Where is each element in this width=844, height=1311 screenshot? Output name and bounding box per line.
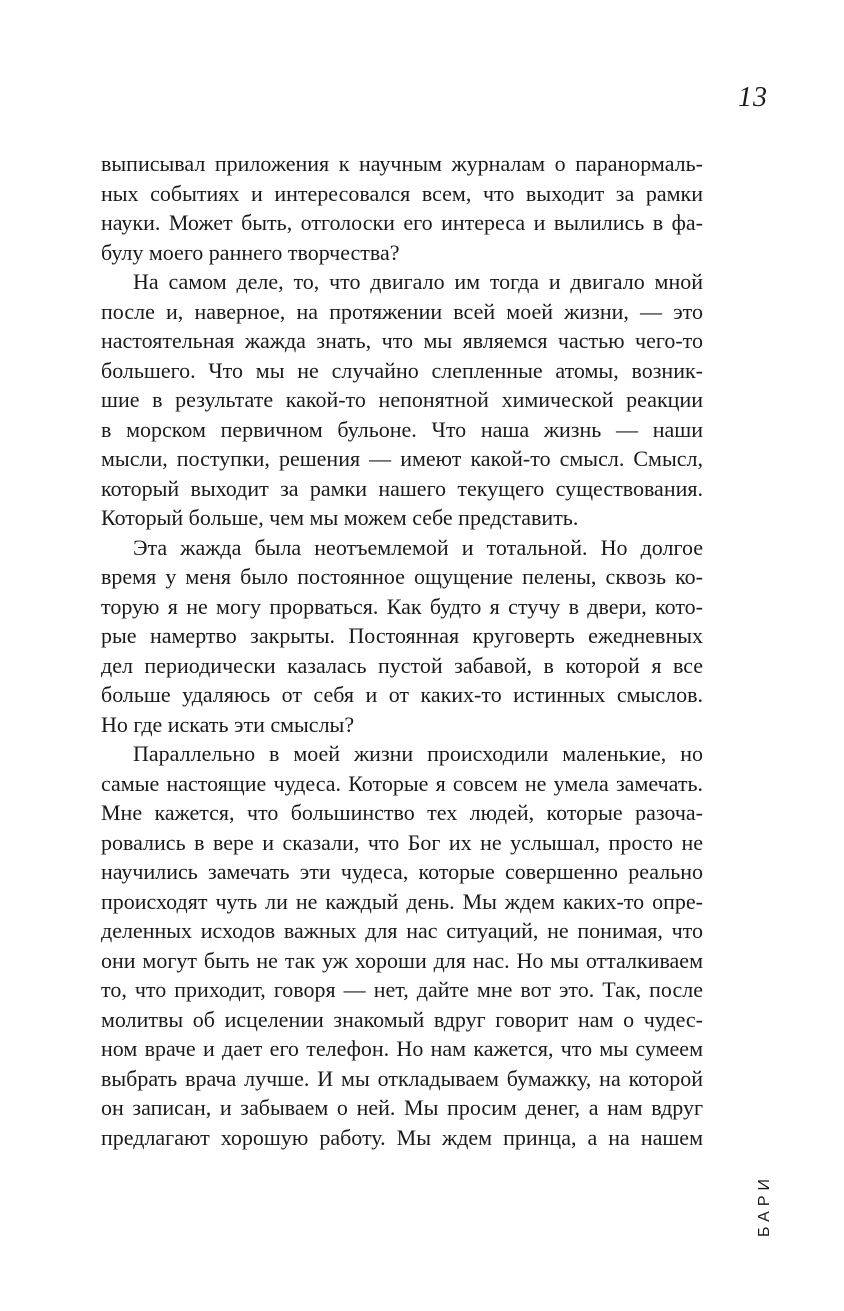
text-line: ных событиях и интересовался всем, что выходит за рамки bbox=[101, 180, 703, 206]
text-line: ном враче и дает его телефон. Но нам кажется, что мы сумеем bbox=[101, 1036, 703, 1061]
text-line: в морском первичном бульоне. Что наша жизнь — наши bbox=[101, 416, 703, 442]
text-line: Параллельно в моей жизни происходили маленькие, но bbox=[133, 741, 703, 766]
text-line: шие в результате какой-то непонятной химической реакции bbox=[101, 387, 703, 412]
text-line: который выходит за рамки нашего текущего существования. bbox=[101, 475, 703, 501]
text-line: время у меня было постоянное ощущение пелены, сквозь ко- bbox=[101, 564, 703, 589]
text-line: выбрать врача лучше. И мы откладываем бумажку, на которой bbox=[101, 1065, 703, 1091]
text-line: Но где искать эти смыслы? bbox=[101, 711, 355, 737]
text-line: предлагают хорошую работу. Мы ждем принца, а на нашем bbox=[101, 1124, 703, 1150]
text-line: рые намертво закрыты. Постоянная круговерть ежедневных bbox=[101, 623, 703, 648]
text-line: большего. Что мы не случайно слепленные атомы, возник- bbox=[101, 357, 703, 383]
text-line: происходят чуть ли не каждый день. Мы ждем каких-то опре- bbox=[101, 888, 703, 914]
text-line: Который больше, чем мы можем себе представить. bbox=[101, 505, 579, 530]
text-line: настоятельная жажда знать, что мы являемся частью чего-то bbox=[101, 328, 703, 353]
body-text bbox=[101, 149, 703, 1152]
text-line: дел периодически казалась пустой забавой, в которой я все bbox=[101, 652, 703, 678]
text-line: самые настоящие чудеса. Которые я совсем не умела замечать. bbox=[101, 770, 703, 796]
text-line: науки. Может быть, отголоски его интереса и вылились в фа- bbox=[101, 210, 703, 235]
text-line: деленных исходов важных для нас ситуаций, не понимая, что bbox=[101, 918, 703, 943]
text-line: они могут быть не так уж хороши для нас. Но мы отталкиваем bbox=[101, 947, 703, 973]
text-line: мысли, поступки, решения — имеют какой-то смысл. Смысл, bbox=[101, 446, 703, 471]
text-line: больше удаляюсь от себя и от каких-то истинных смыслов. bbox=[101, 682, 703, 707]
text-line: то, что приходит, говоря — нет, дайте мне вот это. Так, после bbox=[101, 977, 703, 1002]
text-line: Эта жажда была неотъемлемой и тотальной. Но долгое bbox=[133, 534, 703, 560]
running-side-label: БАРИ bbox=[756, 1174, 773, 1237]
text-line: торую я не могу прорваться. Как будто я стучу в двери, кото- bbox=[101, 593, 703, 619]
page-number: 13 bbox=[738, 82, 768, 113]
text-line: молитвы об исцелении знакомый вдруг говорит нам о чудес- bbox=[101, 1006, 703, 1032]
text-line: он записан, и забываем о ней. Мы просим денег, а нам вдруг bbox=[101, 1095, 703, 1120]
text-line: булу моего раннего творчества? bbox=[101, 239, 400, 265]
text-line: выписывал приложения к научным журналам о паранормаль- bbox=[101, 151, 703, 176]
text-line: ровались в вере и сказали, что Бог их не услышал, просто не bbox=[101, 829, 703, 855]
text-line: научились замечать эти чудеса, которые совершенно реально bbox=[101, 859, 703, 884]
text-line: Мне кажется, что большинство тех людей, которые разоча- bbox=[101, 800, 703, 825]
text-line: после и, наверное, на протяжении всей моей жизни, — это bbox=[101, 298, 703, 324]
text-line: На самом деле, то, что двигало им тогда и двигало мной bbox=[133, 269, 703, 294]
